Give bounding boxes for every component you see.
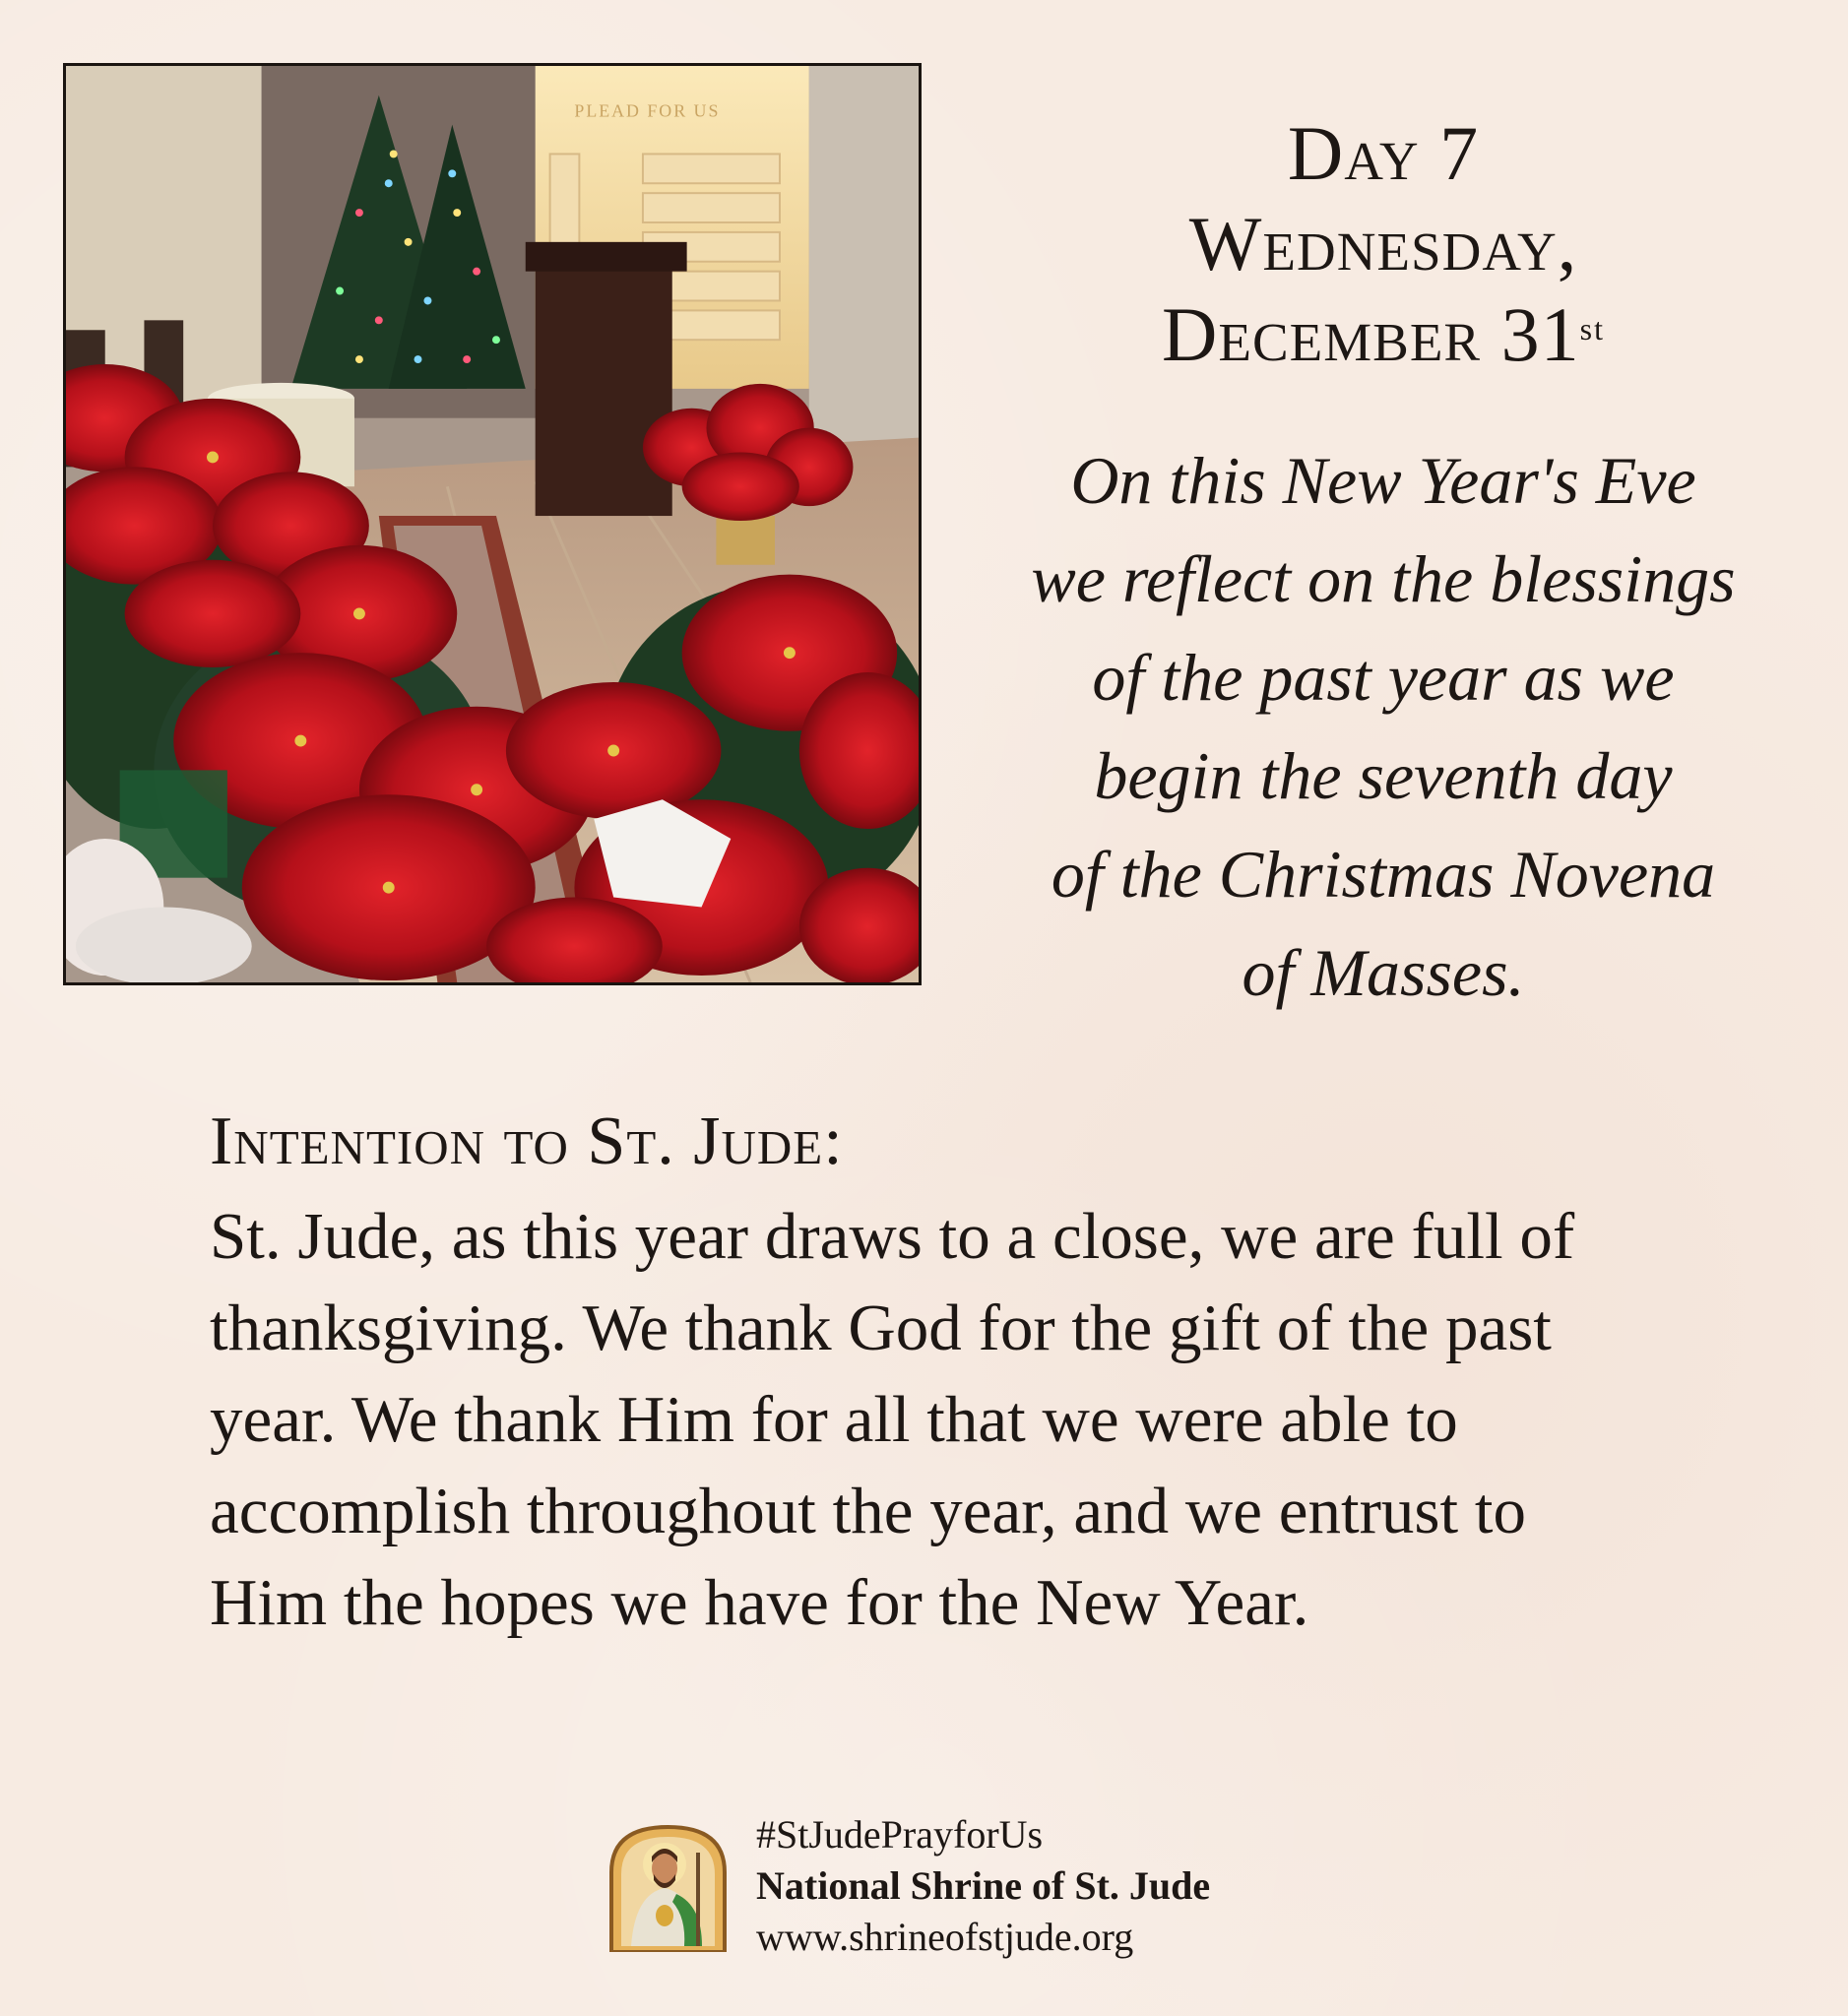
shrine-footer	[756, 1809, 1210, 1963]
reflection-line: we reflect on the blessings	[1031, 541, 1736, 616]
church-interior-illustration	[66, 66, 919, 982]
plead-for-us-sign: PLEAD FOR US	[574, 100, 721, 121]
date-label: December 31	[1162, 291, 1580, 377]
shrine-name: National Shrine of St. Jude	[756, 1863, 1211, 1908]
prayer-line: year. We thank Him for all that we were able to	[210, 1383, 1458, 1456]
prayer-line: Him the hopes we have for the New Year.	[210, 1566, 1309, 1639]
day-label: Day 7	[1287, 110, 1480, 196]
reflection-line: of the past year as we	[1092, 640, 1675, 715]
website-link[interactable]: www.shrineofstjude.org	[756, 1915, 1134, 1959]
reflection-line: of the Christmas Novena	[1051, 837, 1716, 912]
prayer-line: accomplish throughout the year, and we entrust to	[210, 1475, 1526, 1547]
intention-prayer	[210, 1191, 1706, 1649]
weekday-label: Wednesday,	[1188, 201, 1578, 286]
intention-title: Intention to St. Jude:	[210, 1103, 844, 1179]
prayer-line: St. Jude, as this year draws to a close, we are full of	[210, 1200, 1575, 1273]
date-line	[994, 289, 1772, 380]
reflection-line: begin the seventh day	[1094, 738, 1673, 813]
novena-heading	[994, 108, 1772, 380]
date-suffix: st	[1579, 311, 1605, 346]
st-jude-portrait-icon	[607, 1823, 729, 1952]
reflection-line: of Masses.	[1242, 935, 1525, 1010]
poinsettia-photo	[63, 63, 922, 985]
reflection-line: On this New Year's Eve	[1070, 443, 1696, 518]
st-jude-icon	[607, 1823, 729, 1952]
hashtag: #StJudePrayforUs	[756, 1812, 1044, 1857]
new-years-reflection	[989, 431, 1777, 1022]
prayer-line: thanksgiving. We thank God for the gift of the past	[210, 1292, 1552, 1364]
